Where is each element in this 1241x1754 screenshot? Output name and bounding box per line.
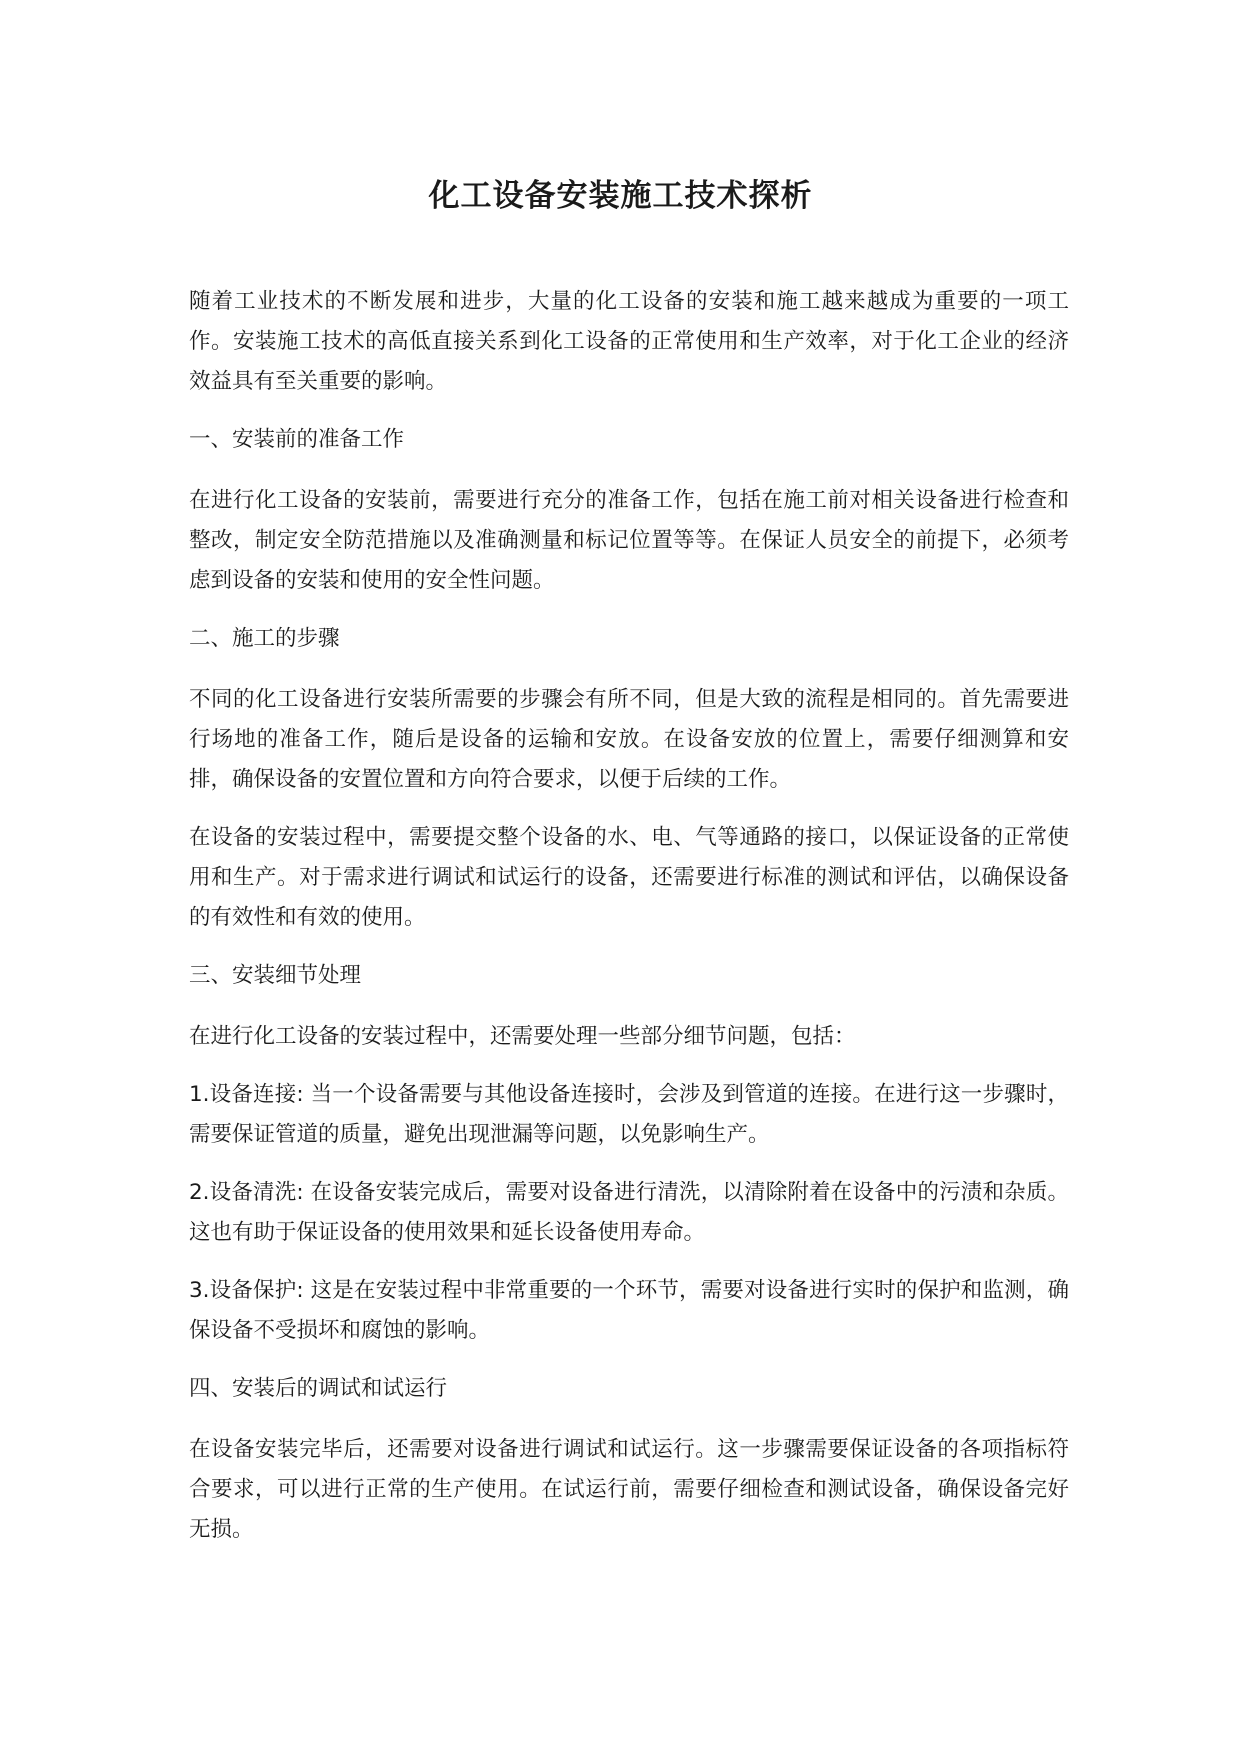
section-3-item-3: 3.设备保护: 这是在安装过程中非常重要的一个环节，需要对设备进行实时的保护和监测，确保设备不受损坏和腐蚀的影响。 xyxy=(189,1278,1069,1343)
section-2-paragraph-1: 不同的化工设备进行安装所需要的步骤会有所不同，但是大致的流程是相同的。首先需要进行场地的准备工作，随后是设备的运输和安放。在设备安放的位置上，需要仔细测算和安排，确保设备的安置位置和方向符合要求，以便于后续的工作。 xyxy=(189,687,1069,792)
section-1-paragraph: 在进行化工设备的安装前，需要进行充分的准备工作，包括在施工前对相关设备进行检查和整改，制定安全防范措施以及准确测量和标记位置等等。在保证人员安全的前提下，必须考虑到设备的安装和使用的安全性问题。 xyxy=(189,488,1069,593)
section-3-heading: 三、安装细节处理 xyxy=(189,963,362,988)
section-4-heading: 四、安装后的调试和试运行 xyxy=(189,1376,448,1401)
section-1-heading: 一、安装前的准备工作 xyxy=(189,427,405,452)
section-2-paragraph-2: 在设备的安装过程中，需要提交整个设备的水、电、气等通路的接口，以保证设备的正常使用和生产。对于需求进行调试和试运行的设备，还需要进行标准的测试和评估，以确保设备的有效性和有效的使用。 xyxy=(189,825,1069,930)
document-body xyxy=(189,282,1069,1568)
section-4-paragraph: 在设备安装完毕后，还需要对设备进行调试和试运行。这一步骤需要保证设备的各项指标符合要求，可以进行正常的生产使用。在试运行前，需要仔细检查和测试设备，确保设备完好无损。 xyxy=(189,1437,1069,1542)
section-3-paragraph: 在进行化工设备的安装过程中，还需要处理一些部分细节问题，包括： xyxy=(189,1024,856,1049)
document-title: 化工设备安装施工技术探析 xyxy=(428,178,813,214)
section-3-item-2: 2.设备清洗: 在设备安装完成后，需要对设备进行清洗，以清除附着在设备中的污渍和杂质。这也有助于保证设备的使用效果和延长设备使用寿命。 xyxy=(189,1180,1069,1245)
section-3-item-1: 1.设备连接: 当一个设备需要与其他设备连接时，会涉及到管道的连接。在进行这一步骤时，需要保证管道的质量，避免出现泄漏等问题，以免影响生产。 xyxy=(189,1082,1069,1147)
intro-paragraph: 随着工业技术的不断发展和进步，大量的化工设备的安装和施工越来越成为重要的一项工作。安装施工技术的高低直接关系到化工设备的正常使用和生产效率，对于化工企业的经济效益具有至关重要的影响。 xyxy=(189,289,1069,394)
section-2-heading: 二、施工的步骤 xyxy=(189,626,340,651)
